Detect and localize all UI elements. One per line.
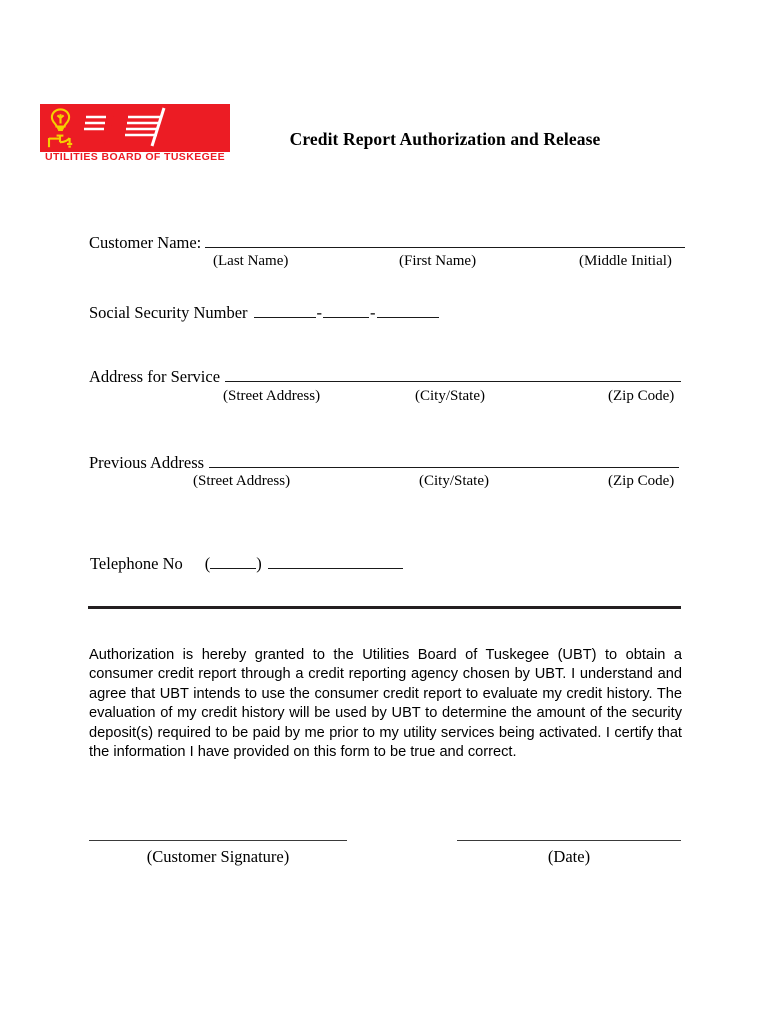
logo-wordmark [76, 102, 230, 150]
customer-name-input[interactable] [205, 233, 685, 248]
telephone-paren-open: ( [204, 554, 211, 573]
address-for-service-field [89, 367, 681, 387]
ubt-logo [40, 104, 230, 168]
sublabel-city-state-previous: (City/State) [419, 473, 489, 489]
telephone-number-input[interactable] [268, 554, 403, 569]
sublabel-middle-initial: (Middle Initial) [579, 253, 672, 269]
sublabel-street-address-previous: (Street Address) [193, 473, 291, 489]
lightbulb-and-faucet-icon [44, 106, 78, 150]
date-caption: (Date) [547, 847, 591, 866]
date-input[interactable] [457, 840, 681, 841]
ssn-separator-2: - [370, 303, 376, 322]
social-security-number-field [89, 303, 439, 323]
page-title: Credit Report Authorization and Release [289, 129, 601, 149]
customer-signature-input[interactable] [89, 840, 347, 841]
section-divider [88, 606, 681, 609]
sublabel-zip-code-service: (Zip Code) [608, 388, 675, 404]
telephone-label: Telephone No [90, 554, 183, 573]
address-for-service-label: Address for Service [89, 367, 221, 386]
previous-address-label: Previous Address [89, 453, 205, 472]
customer-signature-caption: (Customer Signature) [146, 847, 290, 866]
logo-tagline: UTILITIES BOARD OF TUSKEGEE [45, 151, 225, 163]
logo-utility-icons [44, 106, 78, 150]
document-header [0, 0, 770, 200]
previous-address-field [89, 453, 679, 473]
ssn-area-input[interactable] [254, 303, 316, 318]
social-security-number-label: Social Security Number [89, 303, 248, 322]
sublabel-city-state-service: (City/State) [415, 388, 485, 404]
previous-address-input[interactable] [209, 453, 679, 468]
address-for-service-input[interactable] [225, 367, 681, 382]
ssn-separator-1: - [316, 303, 323, 322]
ssn-group-input[interactable] [323, 303, 369, 318]
sublabel-last-name: (Last Name) [213, 253, 289, 269]
telephone-field [90, 554, 403, 574]
ssn-serial-input[interactable] [377, 303, 439, 318]
sublabel-zip-code-previous: (Zip Code) [608, 473, 675, 489]
sublabel-street-address-service: (Street Address) [223, 388, 321, 404]
telephone-paren-close: ) [256, 554, 262, 573]
telephone-area-code-input[interactable] [210, 554, 256, 569]
authorization-paragraph: Authorization is hereby granted to the Utilities Board of Tuskegee (UBT) to obtain a consumer credit report through a credit reporting agency chosen by UBT. I understand and agree that UBT intends to use the consumer credit report to evaluate my credit history. The evaluation of my credit history will be used by UBT to determine the amount of the security deposit(s) required to be paid by me prior to my utility services being activated. I certify that the information I have provided on this form to be true and correct. [89, 647, 682, 761]
ubt-wordmark-icon [76, 102, 230, 150]
sublabel-first-name: (First Name) [399, 253, 477, 269]
customer-name-field [89, 233, 685, 253]
customer-name-label: Customer Name: [89, 233, 202, 252]
